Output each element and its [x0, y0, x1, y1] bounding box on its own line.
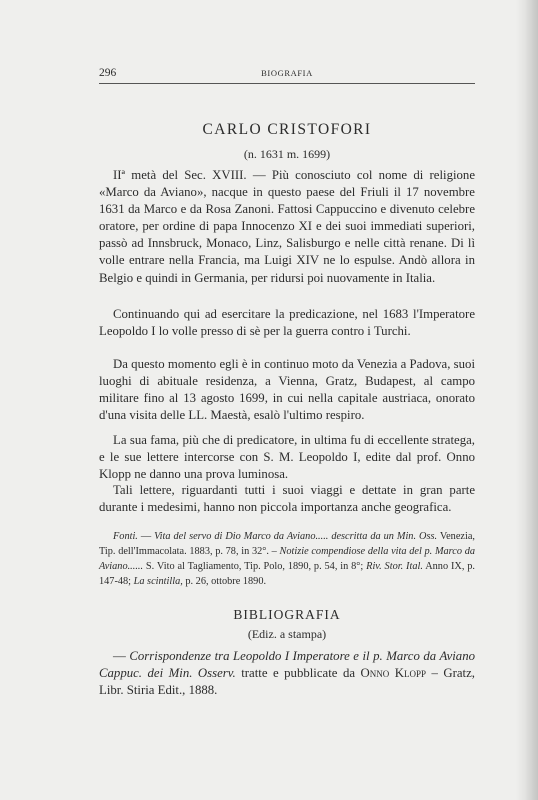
- source-title-1: Vita del servo di Dio Marco da Aviano..... descritta da un Min. Oss.: [154, 531, 438, 542]
- bibliography-work-title: Corrispondenze tra Leopoldo I Imperatore e il p. Marco da Aviano Cappuc. dei Min. Osserv.: [99, 649, 475, 681]
- paragraph-4: La sua fama, più che di predicatore, in ultima fu di eccellente stratega, e le sue lettere intercorse con S. M. Leopoldo I, edite dal prof. Onno Klopp ne danno una prova luminosa.: [99, 433, 475, 482]
- paragraph-3: Da questo momento egli è in continuo moto da Venezia a Padova, suoi luoghi di abituale residenza, a Vienna, Gratz, Budapest, al campo militare fino al 13 agosto 1699, in cui nella capitale austriaca, onorato d'una visita delle LL. Maestà, esalò l'ultimo respiro.: [99, 357, 475, 423]
- page-header: [99, 67, 475, 83]
- paragraph-1: IIª metà del Sec. XVIII. — Più conosciuto col nome di religione «Marco da Aviano», nacque in questo paese del Friuli il 17 novembre 1631 da Marco e da Rosa Zanoni. Fattosi Cappuccino e divenuto celebre oratore, per ordine di papa Innocenzo XI e dei suoi immediati superiori, passò ad Innsbruck, Monaco, Linz, Salisburgo e nelle città renane. Di lì volle entrare nella Francia, ma Luigi XIV ne lo espulse. Andò allora in Belgio e quindi in Germania, per ridursi poi nuovamente in Italia.: [99, 168, 475, 285]
- source-title-2: Notizie compendiose della vita del p. Marco da Aviano......: [99, 546, 476, 573]
- source-title-3: Riv. Stor. Ital.: [366, 561, 423, 573]
- header-rule: [99, 83, 475, 84]
- sources-note: Fonti. — Vita del servo di Dio Marco da Aviano..... descritta da un Min. Oss. Venezia, Tip. dell'Immacolata. 1883, p. 78, in 32°. – Notizie compendiose della vita del p. Marco da Aviano...... S. Vito al Tagliamento, Tip. Polo, 1890, p. 54, in 8°; Riv. Stor. Ital. Anno IX, p. 147-48; La scintilla, p. 26, ottobre 1890.: [99, 531, 476, 588]
- page-edge-shadow: [516, 0, 538, 800]
- bibliography-title: BIBLIOGRAFIA: [233, 607, 341, 622]
- bibliography-editor: Onno Klopp: [360, 666, 426, 681]
- bibliography-entry: — Corrispondenze tra Leopoldo I Imperatore e il p. Marco da Aviano Cappuc. dei Min. Osserv. tratte e pubblicate da Onno Klopp – Gratz, Libr. Stiria Edit., 1888.: [99, 649, 475, 698]
- running-head: BIOGRAFIA: [261, 68, 313, 78]
- entry-title: CARLO CRISTOFORI: [202, 121, 372, 138]
- bibliography-subtitle: (Ediz. a stampa): [247, 627, 327, 641]
- sources-label: Fonti.: [113, 531, 138, 542]
- paragraph-2: Continuando qui ad esercitare la predicazione, nel 1683 l'Imperatore Leopoldo I lo volle presso di sè per la guerra contro i Turchi.: [99, 307, 475, 339]
- source-title-4: La scintilla,: [133, 576, 183, 588]
- entry-dates: (n. 1631 m. 1699): [243, 147, 331, 161]
- paragraph-5: Tali lettere, riguardanti tutti i suoi viaggi e dettate in gran parte durante i medesimi, hanno non piccola importanza anche geografica.: [99, 483, 475, 515]
- page-number: 296: [99, 67, 117, 79]
